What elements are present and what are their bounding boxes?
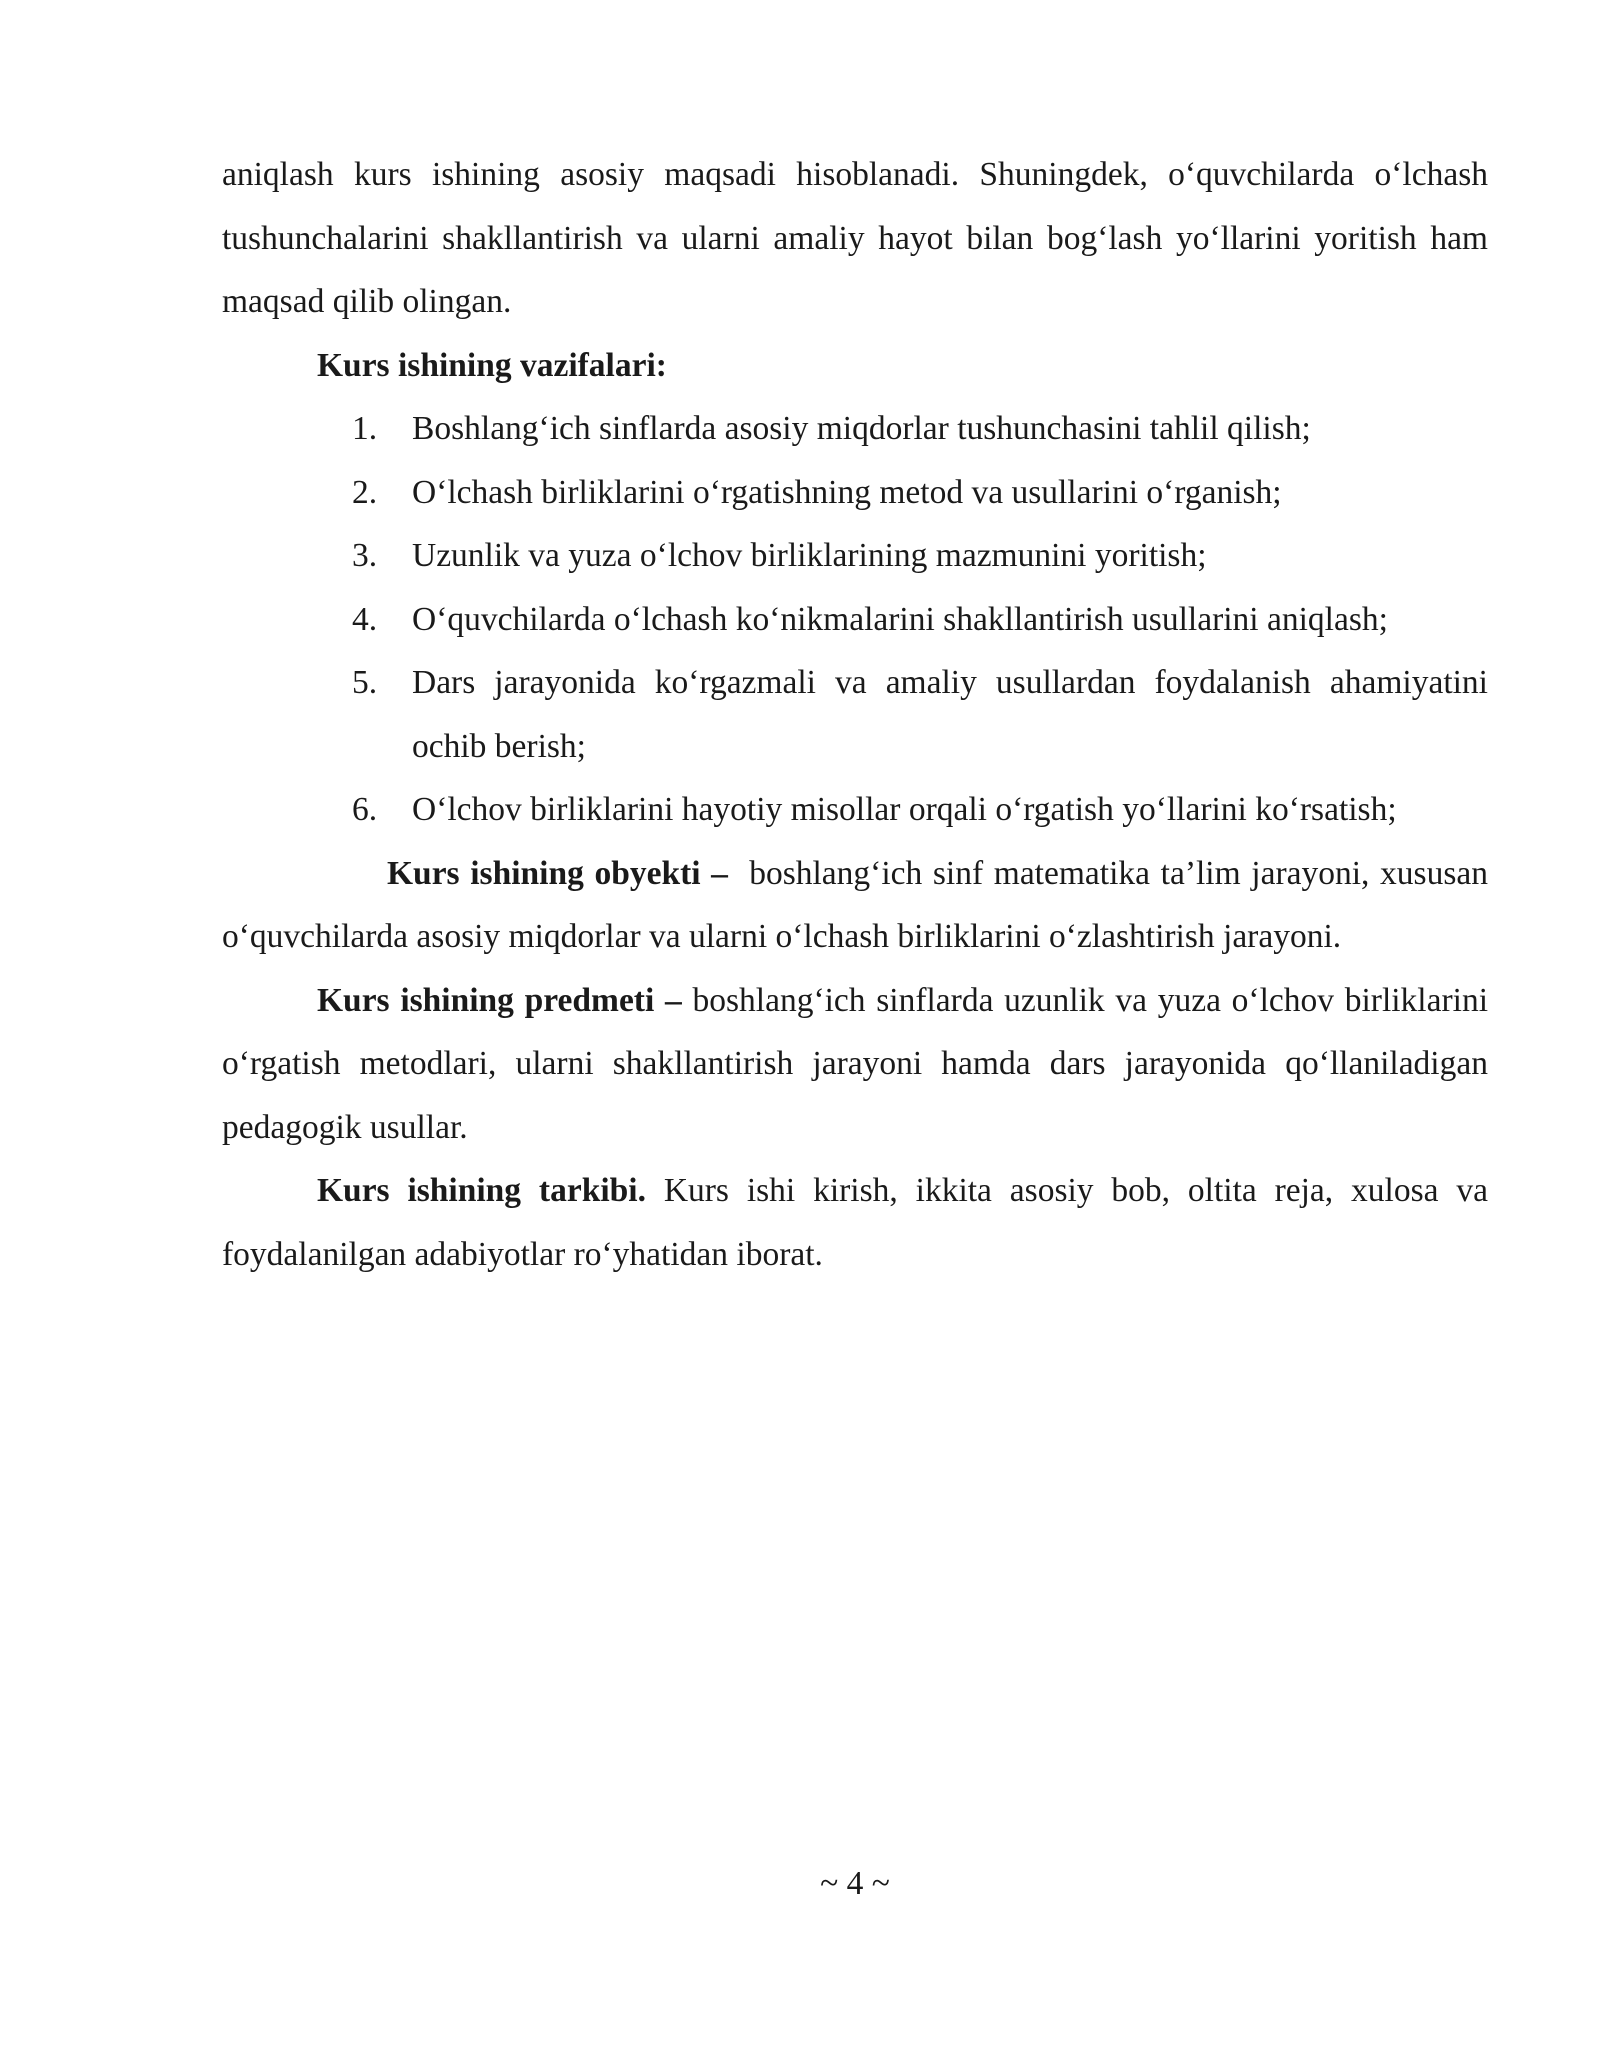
- structure-text: Kurs ishi kirish, ikkita asosiy bob, oltita reja, xulosa va foydalanilgan adabiyotlar ro‘yhatidan iborat.: [222, 1172, 1488, 1273]
- list-item: [352, 778, 1488, 842]
- list-item-number: 6.: [352, 791, 378, 828]
- list-item: [352, 397, 1488, 461]
- subject-text: boshlang‘ich sinflarda uzunlik va yuza o‘lchov birliklarini o‘rgatish metodlari, ularni shakllantirish jarayoni hamda dars jarayonida qo‘llaniladigan pedagogik usullar.: [222, 981, 1488, 1146]
- list-item-number: 1.: [352, 410, 378, 447]
- list-item-number: 3.: [352, 537, 378, 574]
- object-text: boshlang‘ich sinf matematika ta’lim jarayoni, xususan o‘quvchilarda asosiy miqdorlar va ularni o‘lchash birliklarini o‘zlashtirish jarayoni.: [222, 854, 1488, 955]
- list-item-text: O‘lchov birliklarini hayotiy misollar orqali o‘rgatish yo‘llarini ko‘rsatish;: [412, 791, 1397, 828]
- list-item: [352, 524, 1488, 588]
- structure-label: Kurs ishining tarkibi.: [317, 1172, 646, 1209]
- list-item: [352, 588, 1488, 652]
- page-number: ~ 4 ~: [820, 1865, 890, 1902]
- list-item-text: Boshlang‘ich sinflarda asosiy miqdorlar tushunchasini tahlil qilish;: [412, 410, 1311, 447]
- object-paragraph: [222, 842, 1488, 969]
- list-item-number: 2.: [352, 473, 378, 511]
- list-item-number: 5.: [352, 664, 378, 701]
- tasks-list: [222, 397, 1488, 842]
- list-item: [352, 651, 1488, 778]
- subject-label: Kurs ishining predmeti –: [317, 981, 682, 1019]
- object-label: Kurs ishining obyekti –: [387, 854, 728, 892]
- list-item-text: O‘quvchilarda o‘lchash ko‘nikmalarini shakllantirish usullarini aniqlash;: [412, 600, 1388, 638]
- page-body: [222, 143, 1488, 1286]
- list-item-text: O‘lchash birliklarini o‘rgatishning metod va usullarini o‘rganish;: [412, 473, 1282, 511]
- list-item-number: 4.: [352, 600, 378, 638]
- tasks-heading: Kurs ishining vazifalari:: [317, 346, 667, 384]
- list-item-text: Uzunlik va yuza o‘lchov birliklarining mazmunini yoritish;: [412, 537, 1207, 574]
- list-item: [352, 461, 1488, 525]
- subject-paragraph: [222, 969, 1488, 1160]
- intro-paragraph: aniqlash kurs ishining asosiy maqsadi hisoblanadi. Shuningdek, o‘quvchilarda o‘lchash tushunchalarini shakllantirish va ularni amaliy hayot bilan bog‘lash yo‘llarini yoritish ham maqsad qilib olingan.: [222, 156, 1488, 320]
- list-item-text: Dars jarayonida ko‘rgazmali va amaliy usullardan foydalanish ahamiyatini ochib berish;: [412, 664, 1488, 765]
- structure-paragraph: [222, 1159, 1488, 1286]
